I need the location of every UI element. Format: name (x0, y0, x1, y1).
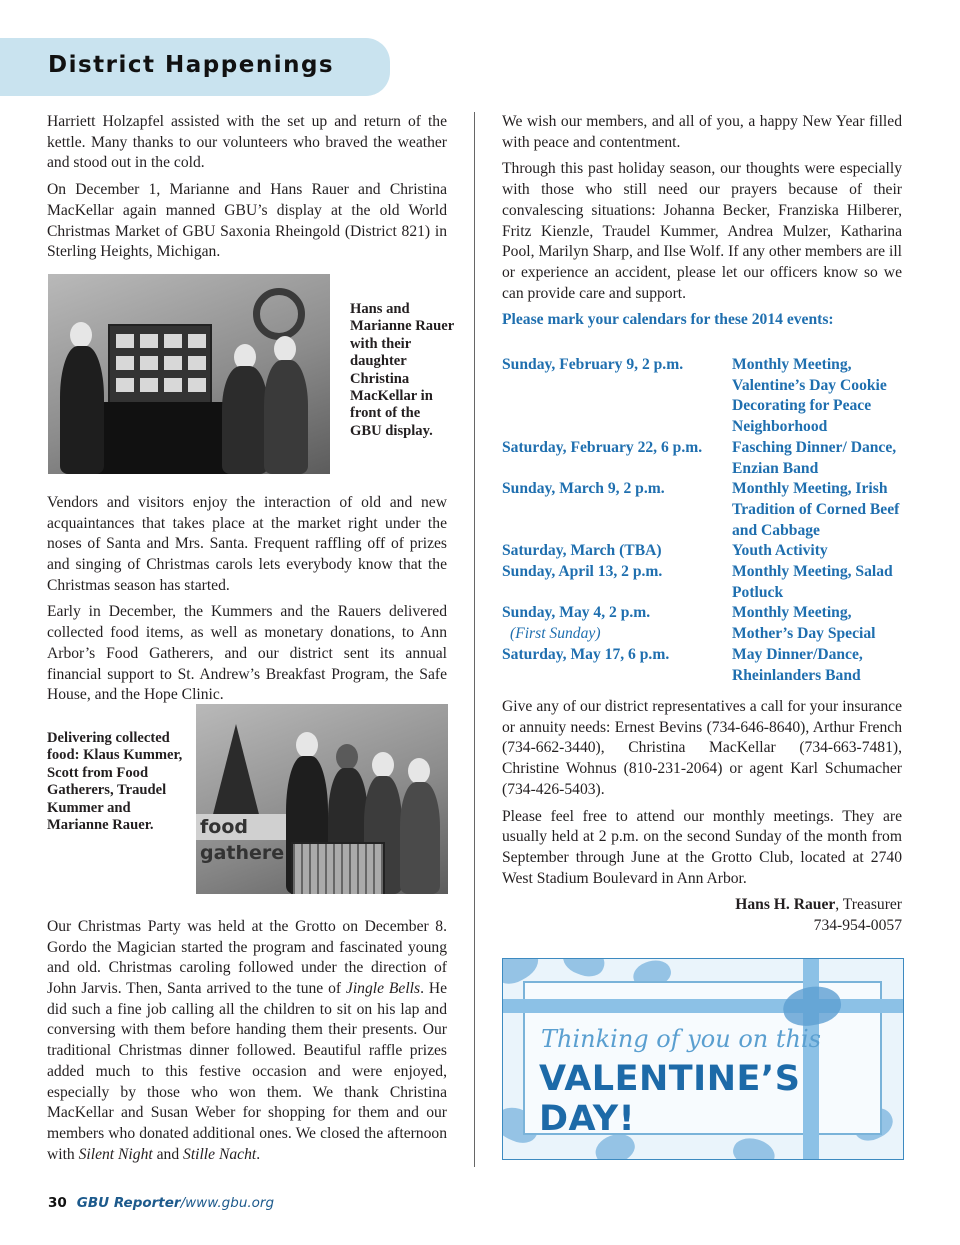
right-column-lower (502, 697, 902, 937)
photo2-caption: Delivering collected food: Klaus Kummer, Scott from Food Gatherers, Traudel Kummer and Marianne Rauer. (47, 730, 183, 834)
party-text-d: . (256, 1145, 261, 1163)
party-text-c: and (152, 1145, 184, 1163)
paragraph-food-delivery: Early in December, the Kummers and the Rauers delivered collected food items, as well as monetary donations, to Ann Arbor’s Food Gatherers, and our district sent its annual financial support to St. Andrew’s Breakfast Program, the Safe House, and the Hope Clinic. (47, 603, 447, 704)
person-christina (264, 360, 308, 474)
paragraph-representatives: Give any of our district representatives a call for your insurance or annuity needs: Ernest Bevins (734-646-8640), Arthur French (734-662-3440), Christina MacKellar (734-663-7481), Christine Wohnus (810-231-2064) or agent Karl Schumacher (734-426-5403). (502, 698, 902, 798)
event-row (502, 562, 912, 603)
wreath-icon (253, 288, 305, 340)
valentine-line1: Thinking of you on this (541, 1025, 821, 1053)
paragraph-christmas-market: On December 1, Marianne and Hans Rauer and Christina MacKellar again manned GBU’s display at the old World Christmas Market of GBU Saxonia Rheingold (District 821) in Sterling Heights, Michigan. (47, 181, 447, 261)
paragraph-christmas-party (47, 917, 447, 1165)
party-text-b: . He did such a fine job calling all the children to sit on his lap and conversing with them before handing them their presents. Our traditional Christmas dinner followed. Beautiful raffle prizes added much to this festive occasion and were enjoyed, especially by those who won them. We thank Christina MacKellar and Susan Weber for shopping for them and our members who donated additional ones. We closed the afternoon with (47, 980, 447, 1163)
event-description: Fasching Dinner/ Dance, Enzian Band (732, 438, 897, 477)
food-gatherers-sign: food gathere (196, 814, 292, 840)
person-head (296, 732, 318, 758)
event-row (502, 438, 912, 479)
paragraph-new-year: We wish our members, and all of you, a happy New Year filled with peace and contentment. (502, 113, 902, 151)
page-footer (48, 1195, 274, 1211)
event-row (502, 355, 912, 438)
display-table (88, 402, 238, 474)
event-date: Saturday, March (TBA) (502, 542, 662, 560)
event-row (502, 479, 912, 541)
person-marianne (400, 782, 440, 894)
event-row (502, 645, 912, 686)
paragraph-vendors: Vendors and visitors enjoy the interaction of old and new acquaintances that takes place at the market right under the noses of Santa and Mrs. Santa. Frequent raffling off of prizes and singing of Christmas carols lets everybody know that the Christmas season has started. (47, 493, 447, 594)
person-marianne (222, 366, 268, 474)
signature-name: Hans H. Rauer (735, 896, 836, 914)
shopping-cart-icon (291, 842, 385, 894)
paragraph-meetings: Please feel free to attend our monthly meetings. They are usually held at 2 p.m. on the second Sunday of the month from September through June at the Grotto Club, located at 2740 West Stadium Boulevard in Ann Arbor. (502, 807, 902, 887)
song-stille-nacht: Stille Nacht (183, 1145, 257, 1163)
valentine-line2: VALENTINE’S DAY! (539, 1059, 801, 1139)
event-date: Saturday, February 22, 6 p.m. (502, 438, 703, 456)
photo1-caption: Hans and Marianne Rauer with their daughter Christina MacKellar in front of the GBU display. (350, 301, 454, 439)
event-date: Sunday, April 13, 2 p.m. (502, 563, 663, 581)
events-list (502, 355, 912, 686)
event-date: Sunday, May 4, 2 p.m. (First Sunday) (502, 603, 732, 644)
section-title: District Happenings (48, 52, 335, 78)
left-column (47, 112, 447, 1171)
event-row (502, 603, 912, 644)
person-head (372, 752, 394, 778)
paragraph-prayers: Through this past holiday season, our thoughts were especially with those who still need our prayers because of their convalescing situations: Johanna Becker, Franziska Hilberer, Fritz Kienzle, Traudel Kummer, Andrea Mulzer, Katharina Pool, Marilyn Sharp, and Ilse Wolf. If any other members are ill or experience an accident, please let our officers know so we can provide care and support. (502, 160, 902, 302)
event-description: Monthly Meeting, Irish Tradition of Corned Beef and Cabbage (732, 480, 900, 539)
signature-phone: 734-954-0057 (813, 917, 902, 935)
event-description: Monthly Meeting, Mother’s Day Special (732, 604, 876, 643)
person-head (336, 744, 358, 770)
ribbon-icon (503, 999, 903, 1013)
signature (502, 895, 902, 916)
photo-gbu-display (48, 274, 330, 474)
person-hans (60, 346, 104, 474)
event-description: Monthly Meeting, Valentine’s Day Cookie Decorating for Peace Neighborhood (732, 356, 887, 436)
column-divider (474, 112, 475, 1167)
photo-food-delivery (196, 704, 448, 894)
events-heading: Please mark your calendars for these 2014 events: (502, 311, 834, 329)
person-head (274, 336, 296, 362)
valentine-graphic (502, 958, 904, 1160)
event-description: Youth Activity (732, 542, 828, 560)
paragraph-kettle: Harriett Holzapfel assisted with the set up and return of the kettle. Many thanks to our volunteers who braved the weather and stood out in the cold. (47, 113, 447, 172)
event-date: Sunday, March 9, 2 p.m. (502, 480, 665, 498)
person-head (70, 322, 92, 348)
event-description: May Dinner/Dance, Rheinlanders Band (732, 645, 863, 684)
song-jingle-bells: Jingle Bells (345, 980, 421, 998)
event-date: Sunday, February 9, 2 p.m. (502, 356, 684, 373)
heart-icon (559, 958, 609, 981)
event-note: (First Sunday) (510, 625, 601, 643)
publication-name: GBU Reporter (76, 1195, 181, 1211)
event-date: Saturday, May 17, 6 p.m. (502, 645, 670, 663)
event-description: Monthly Meeting, Salad Potluck (732, 563, 893, 601)
page-number: 30 (48, 1195, 67, 1211)
signature-title: , Treasurer (835, 896, 902, 914)
display-board (108, 324, 212, 413)
person-head (408, 758, 430, 784)
right-column (502, 112, 902, 337)
publication-url[interactable]: /www.gbu.org (180, 1195, 275, 1211)
party-text-a: Our Christmas Party was held at the Grotto on December 8. Gordo the Magician started the program and fascinated young and old. Christmas caroling followed under the direction of John Jarvis. Then, Santa arrived to the tune of (47, 917, 447, 998)
event-row (502, 541, 912, 562)
song-silent-night: Silent Night (78, 1145, 153, 1163)
